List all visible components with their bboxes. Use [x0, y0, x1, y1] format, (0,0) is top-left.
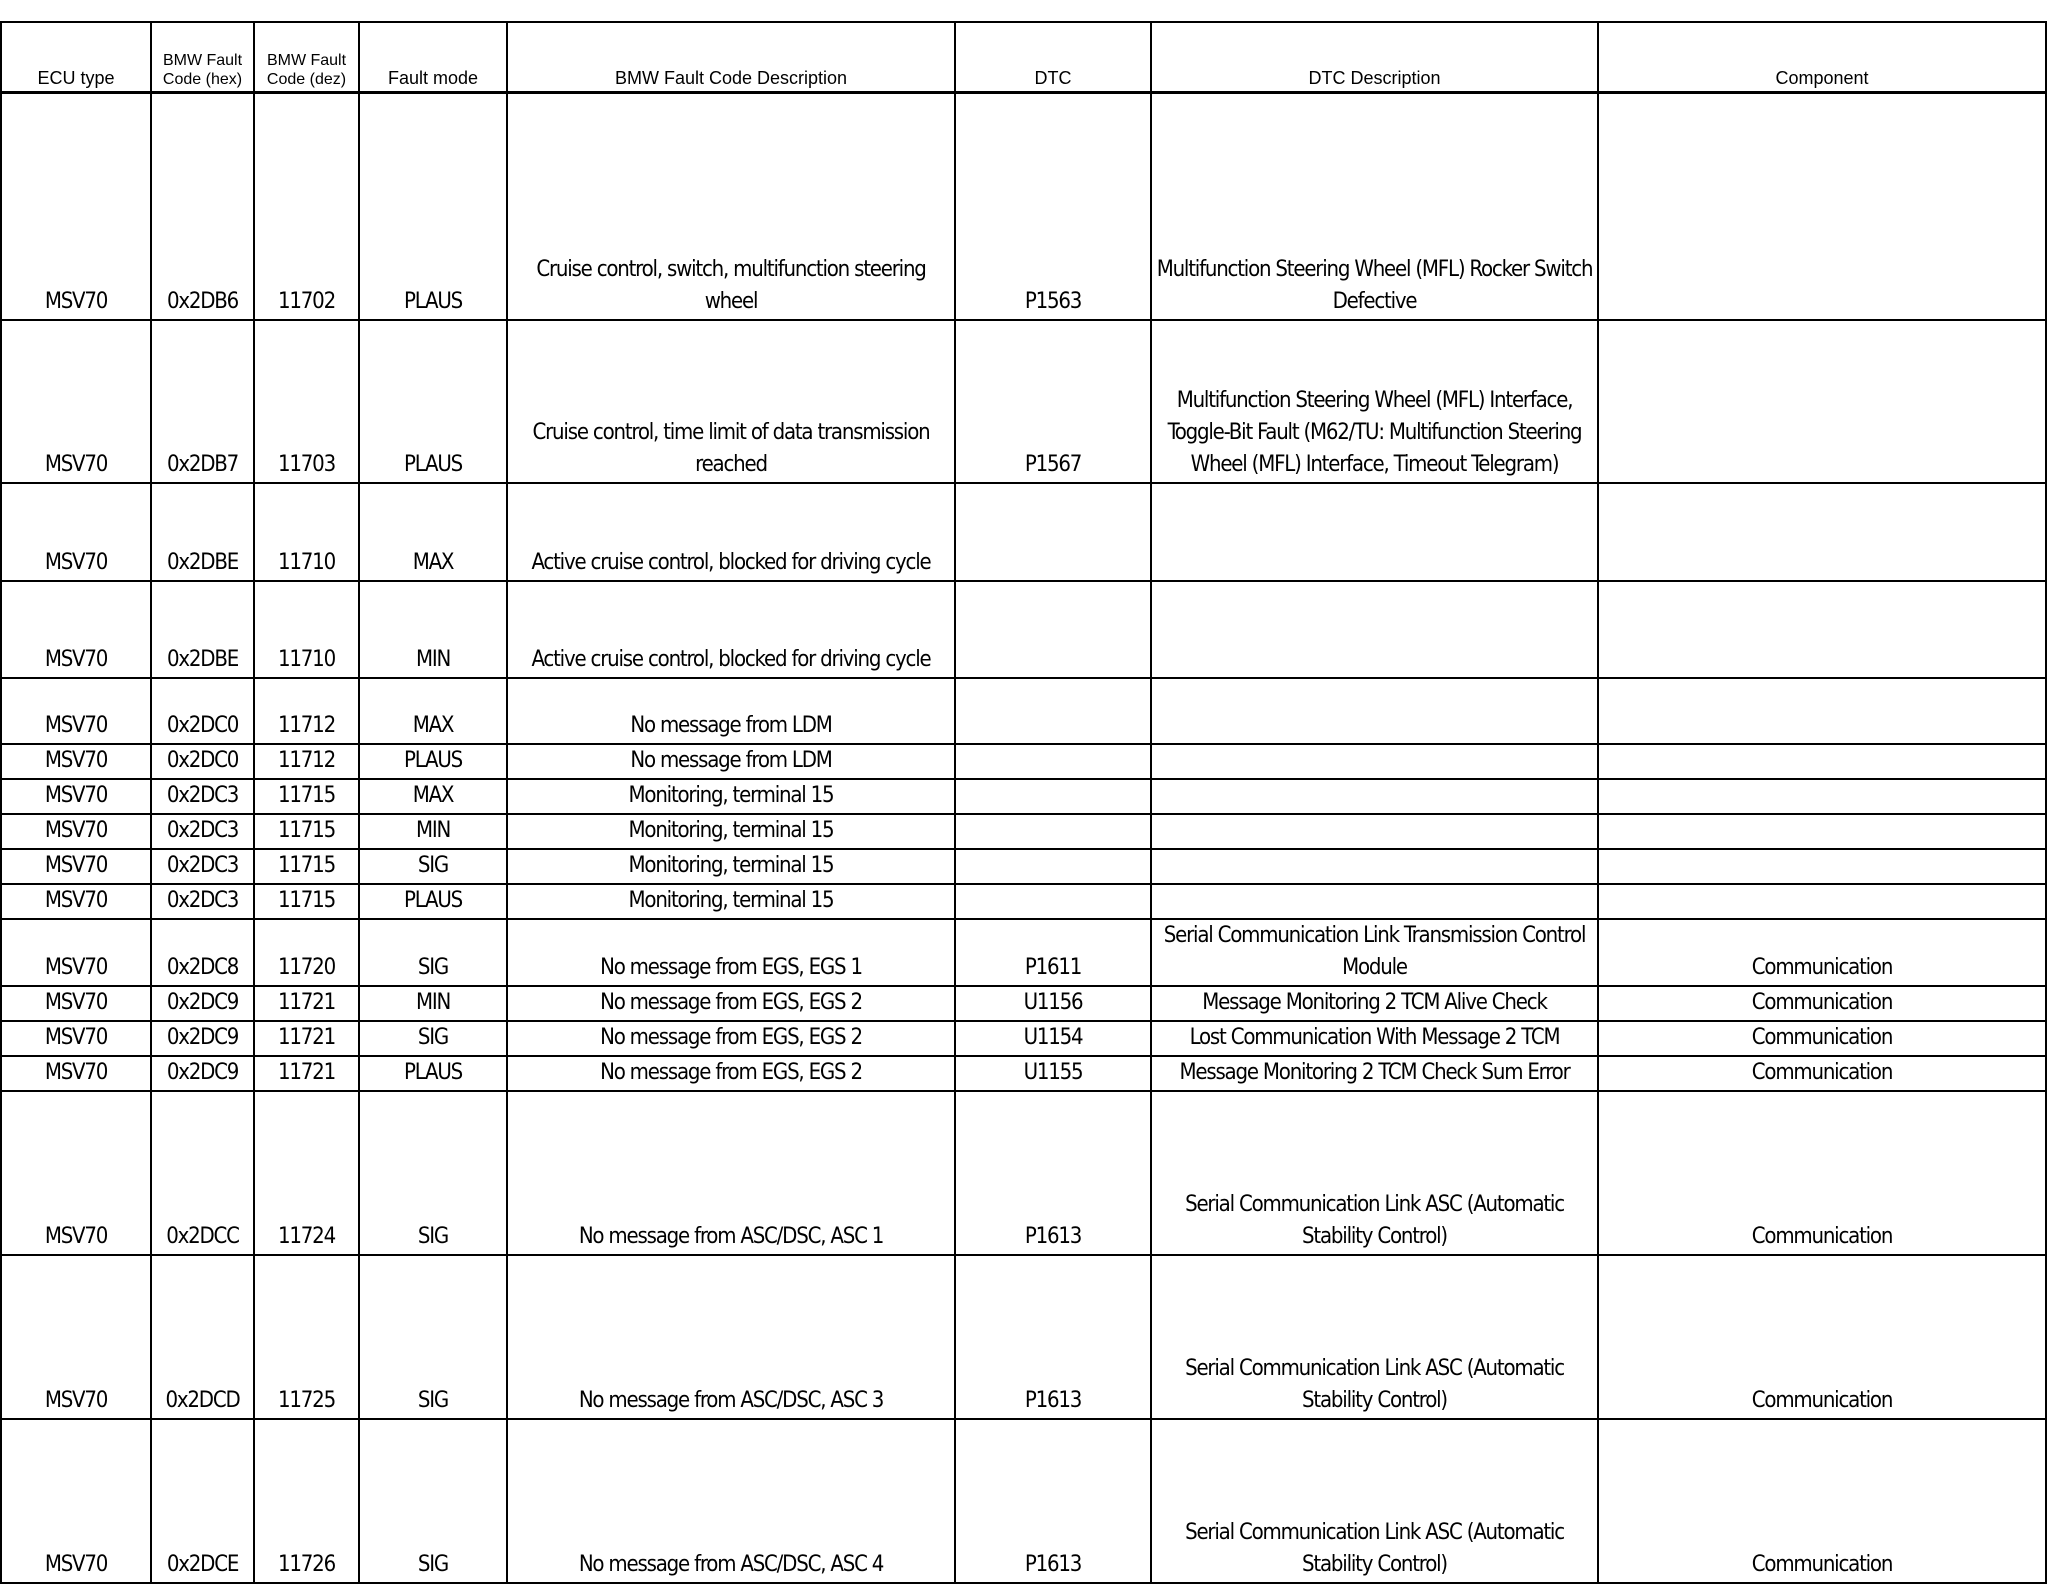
table-row — [1, 1021, 2046, 1056]
dtc-cell: P1611 — [955, 919, 1151, 986]
fault-mode-cell: PLAUS — [359, 320, 507, 483]
fault-mode-cell: MAX — [359, 678, 507, 744]
fault-description-cell: No message from EGS, EGS 2 — [507, 1056, 955, 1091]
fault-code-dez-cell: 11703 — [254, 320, 359, 483]
fault-mode-cell: SIG — [359, 919, 507, 986]
ecu-type-cell: MSV70 — [1, 779, 151, 814]
fault-code-dez-cell: 11710 — [254, 483, 359, 581]
dtc-cell — [955, 814, 1151, 849]
dtc-description-cell: Serial Communication Link Transmission Control Module — [1151, 919, 1598, 986]
ecu-type-cell: MSV70 — [1, 849, 151, 884]
fault-description-cell: Monitoring, terminal 15 — [507, 814, 955, 849]
fault-mode-cell: MIN — [359, 814, 507, 849]
header-fault-code-dez: BMW Fault Code (dez) — [254, 22, 359, 92]
fault-code-dez-cell: 11721 — [254, 986, 359, 1021]
header-dtc: DTC — [955, 22, 1151, 92]
fault-mode-cell: MAX — [359, 779, 507, 814]
fault-mode-cell: MIN — [359, 986, 507, 1021]
fault-description-cell: Cruise control, switch, multifunction steering wheel — [507, 92, 955, 320]
ecu-type-cell: MSV70 — [1, 1091, 151, 1255]
fault-mode-cell: MIN — [359, 581, 507, 678]
fault-mode-cell: SIG — [359, 1091, 507, 1255]
table-row — [1, 92, 2046, 320]
fault-mode-cell: SIG — [359, 849, 507, 884]
dtc-cell: U1156 — [955, 986, 1151, 1021]
component-cell: Communication — [1598, 1056, 2046, 1091]
ecu-type-cell: MSV70 — [1, 320, 151, 483]
fault-code-dez-cell: 11712 — [254, 678, 359, 744]
ecu-type-cell: MSV70 — [1, 678, 151, 744]
table-row — [1, 483, 2046, 581]
fault-code-hex-cell: 0x2DC0 — [151, 678, 254, 744]
dtc-cell — [955, 849, 1151, 884]
component-cell — [1598, 92, 2046, 320]
table-row — [1, 320, 2046, 483]
dtc-cell: U1155 — [955, 1056, 1151, 1091]
dtc-description-cell — [1151, 581, 1598, 678]
fault-code-hex-cell: 0x2DC3 — [151, 849, 254, 884]
dtc-cell — [955, 779, 1151, 814]
fault-mode-cell: PLAUS — [359, 744, 507, 779]
dtc-cell — [955, 884, 1151, 919]
header-dtc-description: DTC Description — [1151, 22, 1598, 92]
dtc-description-cell: Multifunction Steering Wheel (MFL) Rocker Switch Defective — [1151, 92, 1598, 320]
dtc-cell: P1563 — [955, 92, 1151, 320]
fault-code-dez-cell: 11702 — [254, 92, 359, 320]
dtc-description-cell — [1151, 814, 1598, 849]
fault-code-hex-cell: 0x2DC3 — [151, 779, 254, 814]
fault-code-hex-cell: 0x2DC0 — [151, 744, 254, 779]
table-row — [1, 814, 2046, 849]
dtc-cell: P1613 — [955, 1419, 1151, 1583]
table-body — [1, 92, 2046, 1583]
fault-description-cell: Monitoring, terminal 15 — [507, 884, 955, 919]
ecu-type-cell: MSV70 — [1, 884, 151, 919]
fault-mode-cell: SIG — [359, 1419, 507, 1583]
component-cell — [1598, 744, 2046, 779]
fault-code-hex-cell: 0x2DC3 — [151, 884, 254, 919]
fault-code-hex-cell: 0x2DC8 — [151, 919, 254, 986]
fault-code-hex-cell: 0x2DC9 — [151, 1021, 254, 1056]
ecu-type-cell: MSV70 — [1, 986, 151, 1021]
fault-mode-cell: PLAUS — [359, 1056, 507, 1091]
fault-description-cell: Active cruise control, blocked for driving cycle — [507, 483, 955, 581]
fault-description-cell: No message from EGS, EGS 1 — [507, 919, 955, 986]
ecu-type-cell: MSV70 — [1, 483, 151, 581]
component-cell: Communication — [1598, 1419, 2046, 1583]
ecu-type-cell: MSV70 — [1, 1419, 151, 1583]
fault-code-dez-cell: 11721 — [254, 1021, 359, 1056]
table-row — [1, 744, 2046, 779]
dtc-cell — [955, 678, 1151, 744]
component-cell: Communication — [1598, 1091, 2046, 1255]
fault-code-hex-cell: 0x2DC3 — [151, 814, 254, 849]
fault-mode-cell: SIG — [359, 1021, 507, 1056]
component-cell — [1598, 849, 2046, 884]
component-cell: Communication — [1598, 1255, 2046, 1419]
table-row — [1, 1419, 2046, 1583]
fault-description-cell: Cruise control, time limit of data transmission reached — [507, 320, 955, 483]
dtc-description-cell — [1151, 849, 1598, 884]
fault-code-dez-cell: 11726 — [254, 1419, 359, 1583]
table-row — [1, 1255, 2046, 1419]
dtc-description-cell: Multifunction Steering Wheel (MFL) Interface, Toggle-Bit Fault (M62/TU: Multifunction Steering Wheel (MFL) Interface, Timeout Telegram) — [1151, 320, 1598, 483]
table-row — [1, 919, 2046, 986]
fault-description-cell: No message from ASC/DSC, ASC 1 — [507, 1091, 955, 1255]
component-cell — [1598, 884, 2046, 919]
component-cell: Communication — [1598, 919, 2046, 986]
fault-mode-cell: MAX — [359, 483, 507, 581]
fault-description-cell: Monitoring, terminal 15 — [507, 779, 955, 814]
ecu-type-cell: MSV70 — [1, 1056, 151, 1091]
fault-mode-cell: SIG — [359, 1255, 507, 1419]
ecu-type-cell: MSV70 — [1, 581, 151, 678]
dtc-description-cell: Message Monitoring 2 TCM Alive Check — [1151, 986, 1598, 1021]
component-cell — [1598, 779, 2046, 814]
fault-description-cell: Monitoring, terminal 15 — [507, 849, 955, 884]
dtc-cell — [955, 581, 1151, 678]
fault-code-hex-cell: 0x2DC9 — [151, 986, 254, 1021]
fault-code-hex-cell: 0x2DCC — [151, 1091, 254, 1255]
fault-mode-cell: PLAUS — [359, 884, 507, 919]
fault-code-hex-cell: 0x2DB7 — [151, 320, 254, 483]
fault-description-cell: Active cruise control, blocked for driving cycle — [507, 581, 955, 678]
component-cell — [1598, 678, 2046, 744]
fault-code-table — [0, 21, 2047, 1584]
fault-code-dez-cell: 11725 — [254, 1255, 359, 1419]
fault-code-dez-cell: 11715 — [254, 814, 359, 849]
dtc-description-cell — [1151, 744, 1598, 779]
fault-code-hex-cell: 0x2DCE — [151, 1419, 254, 1583]
dtc-description-cell — [1151, 483, 1598, 581]
table-row — [1, 986, 2046, 1021]
ecu-type-cell: MSV70 — [1, 1021, 151, 1056]
ecu-type-cell: MSV70 — [1, 92, 151, 320]
fault-code-hex-cell: 0x2DCD — [151, 1255, 254, 1419]
dtc-description-cell: Serial Communication Link ASC (Automatic Stability Control) — [1151, 1091, 1598, 1255]
header-row — [1, 22, 2046, 92]
fault-code-dez-cell: 11715 — [254, 849, 359, 884]
header-ecu-type: ECU type — [1, 22, 151, 92]
fault-description-cell: No message from EGS, EGS 2 — [507, 1021, 955, 1056]
table-row — [1, 779, 2046, 814]
fault-description-cell: No message from LDM — [507, 744, 955, 779]
fault-mode-cell: PLAUS — [359, 92, 507, 320]
component-cell — [1598, 320, 2046, 483]
fault-code-hex-cell: 0x2DBE — [151, 581, 254, 678]
ecu-type-cell: MSV70 — [1, 814, 151, 849]
fault-code-dez-cell: 11712 — [254, 744, 359, 779]
table-row — [1, 581, 2046, 678]
dtc-description-cell: Lost Communication With Message 2 TCM — [1151, 1021, 1598, 1056]
component-cell: Communication — [1598, 986, 2046, 1021]
table-row — [1, 1056, 2046, 1091]
dtc-description-cell — [1151, 678, 1598, 744]
ecu-type-cell: MSV70 — [1, 919, 151, 986]
fault-code-hex-cell: 0x2DC9 — [151, 1056, 254, 1091]
fault-code-dez-cell: 11715 — [254, 884, 359, 919]
fault-description-cell: No message from LDM — [507, 678, 955, 744]
fault-description-cell: No message from ASC/DSC, ASC 3 — [507, 1255, 955, 1419]
ecu-type-cell: MSV70 — [1, 1255, 151, 1419]
header-fault-mode: Fault mode — [359, 22, 507, 92]
header-fault-description: BMW Fault Code Description — [507, 22, 955, 92]
ecu-type-cell: MSV70 — [1, 744, 151, 779]
dtc-cell: P1613 — [955, 1091, 1151, 1255]
dtc-description-cell — [1151, 884, 1598, 919]
fault-code-hex-cell: 0x2DBE — [151, 483, 254, 581]
fault-code-dez-cell: 11715 — [254, 779, 359, 814]
dtc-description-cell: Serial Communication Link ASC (Automatic Stability Control) — [1151, 1419, 1598, 1583]
dtc-cell: U1154 — [955, 1021, 1151, 1056]
component-cell: Communication — [1598, 1021, 2046, 1056]
fault-code-dez-cell: 11720 — [254, 919, 359, 986]
dtc-cell: P1613 — [955, 1255, 1151, 1419]
component-cell — [1598, 814, 2046, 849]
component-cell — [1598, 581, 2046, 678]
table-row — [1, 849, 2046, 884]
dtc-cell — [955, 744, 1151, 779]
table-row — [1, 678, 2046, 744]
dtc-description-cell — [1151, 779, 1598, 814]
dtc-cell — [955, 483, 1151, 581]
fault-code-dez-cell: 11724 — [254, 1091, 359, 1255]
dtc-description-cell: Message Monitoring 2 TCM Check Sum Error — [1151, 1056, 1598, 1091]
fault-code-dez-cell: 11721 — [254, 1056, 359, 1091]
table-row — [1, 884, 2046, 919]
table-row — [1, 1091, 2046, 1255]
dtc-cell: P1567 — [955, 320, 1151, 483]
header-fault-code-hex: BMW Fault Code (hex) — [151, 22, 254, 92]
fault-code-dez-cell: 11710 — [254, 581, 359, 678]
header-component: Component — [1598, 22, 2046, 92]
dtc-description-cell: Serial Communication Link ASC (Automatic Stability Control) — [1151, 1255, 1598, 1419]
component-cell — [1598, 483, 2046, 581]
fault-description-cell: No message from EGS, EGS 2 — [507, 986, 955, 1021]
fault-code-hex-cell: 0x2DB6 — [151, 92, 254, 320]
fault-description-cell: No message from ASC/DSC, ASC 4 — [507, 1419, 955, 1583]
